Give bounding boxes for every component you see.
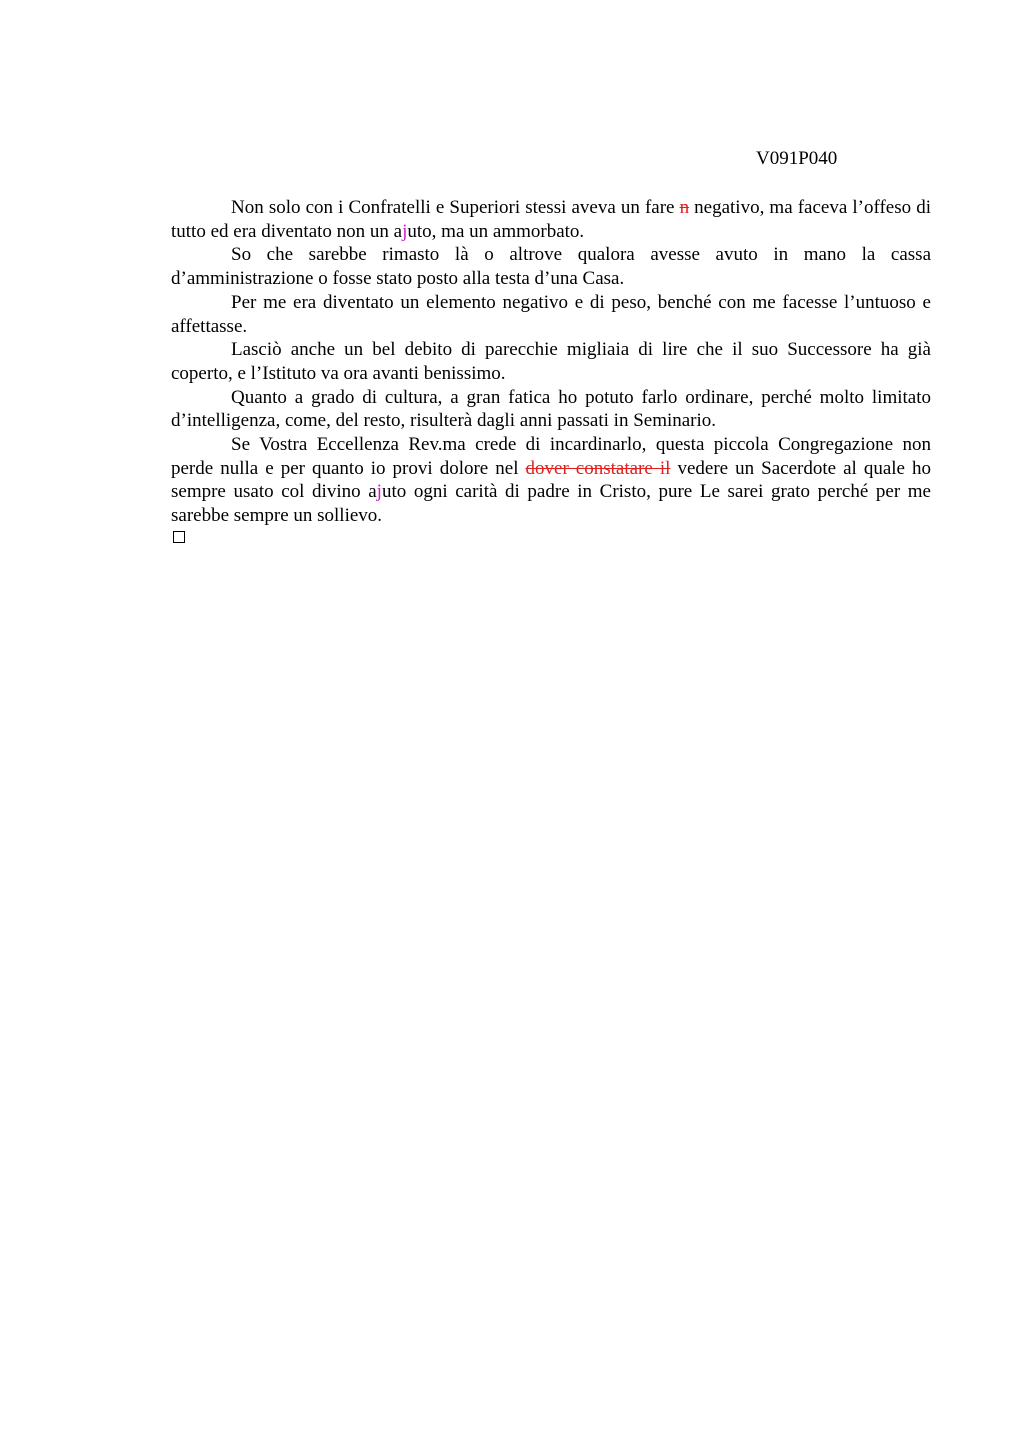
- paragraph-6-text-b: vedere un Sacerdote al quale ho sempre usato col divino a: [171, 457, 931, 503]
- paragraph-5: Quanto a grado di cultura, a gran fatica ho potuto farlo ordinare, perché molto limitato d’intelligenza, come, del resto, risulterà dagli anni passati in Seminario.: [171, 386, 931, 432]
- empty-square-icon: [173, 531, 185, 543]
- deleted-text: dover constatare il: [525, 457, 671, 479]
- paragraph-4: Lasciò anche un bel debito di parecchie migliaia di lire che il suo Successore ha già coperto, e l’Istituto va ora avanti benissimo.: [171, 339, 931, 384]
- inserted-text: j: [402, 220, 408, 242]
- paragraph-1-text-b: negativo, ma faceva l’offeso di tutto ed era diventato non un a: [171, 197, 931, 242]
- paragraph-6: [171, 433, 931, 528]
- paragraph-1-text-c: uto, ma un ammorbato.: [407, 220, 585, 242]
- deleted-text: n: [679, 197, 690, 218]
- letter-body: [171, 196, 931, 528]
- paragraph-6-text-a: Se Vostra Eccellenza Rev.ma crede di incardinarlo, questa piccola Congregazione non perde nulla e per quanto io provi dolore nel: [171, 434, 931, 479]
- inserted-text: j: [376, 481, 382, 503]
- paragraph-2: So che sarebbe rimasto là o altrove qualora avesse avuto in mano la cassa d’amministrazione o fosse stato posto alla testa d’una Casa.: [171, 244, 931, 290]
- paragraph-1-text-a: Non solo con i Confratelli e Superiori stessi aveva un fare: [231, 197, 680, 218]
- paragraph-3: Per me era diventato un elemento negativo e di peso, benché con me facesse l’untuoso e affettasse.: [171, 291, 931, 337]
- paragraph-1: [171, 196, 931, 243]
- page-code: V091P040: [756, 148, 838, 169]
- paragraph-6-text-c: uto ogni carità di padre in Cristo, pure Le sarei grato perché per me sarebbe sempre un sollievo.: [171, 481, 931, 527]
